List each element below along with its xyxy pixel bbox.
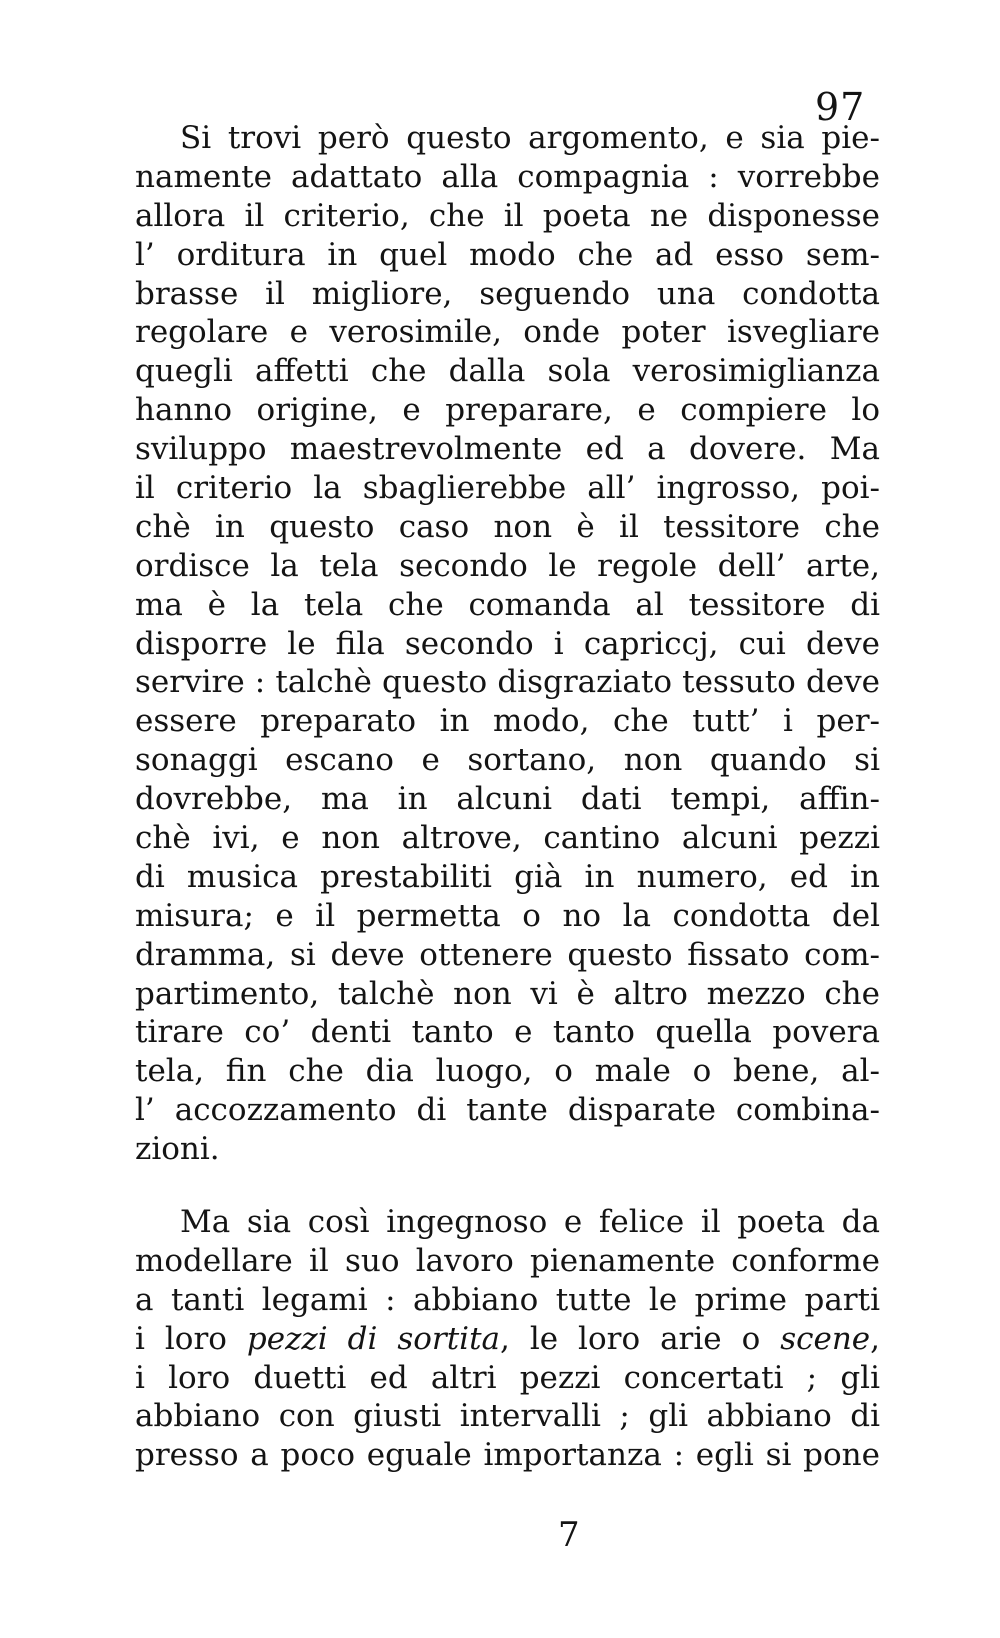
text-line: allora il criterio, che il poeta ne disponesse — [135, 197, 880, 234]
text-line: chè in questo caso non è il tessitore che — [135, 508, 880, 545]
text-line: ma è la tela che comanda al tessitore di — [135, 586, 880, 623]
text-line: Si trovi però questo argomento, e sia pie- — [180, 120, 880, 156]
text-line: disporre le fila secondo i capriccj, cui deve — [135, 625, 880, 662]
italic-term: scene — [780, 1320, 871, 1357]
paragraph-2 — [135, 1203, 880, 1475]
text-line: a tanti legami : abbiano tutte le prime parti — [135, 1281, 880, 1318]
text-line: servire : talchè questo disgraziato tessuto deve — [135, 664, 880, 701]
text-line: modellare il suo lavoro pienamente conforme — [135, 1242, 880, 1279]
text-run: , le loro arie o — [500, 1320, 781, 1357]
text-line: l’ orditura in quel modo che ad esso sem- — [135, 236, 880, 273]
text-line: chè ivi, e non altrove, cantino alcuni pezzi — [135, 820, 880, 857]
text-line: zioni. — [135, 1131, 220, 1168]
text-line: quegli affetti che dalla sola verosimiglianza — [135, 353, 880, 390]
signature-mark: 7 — [558, 1515, 580, 1555]
text-run: , — [870, 1320, 880, 1357]
text-run: i loro — [135, 1320, 247, 1357]
text-line: il criterio la sbaglierebbe all’ ingrosso, poi- — [135, 470, 880, 507]
text-line: i loro duetti ed altri pezzi concertati ; gli — [135, 1359, 880, 1396]
text-line: essere preparato in modo, che tutt’ i per- — [135, 703, 880, 740]
text-line: abbiano con giusti intervalli ; gli abbiano di — [135, 1398, 880, 1435]
text-line: tela, fin che dia luogo, o male o bene, al- — [135, 1053, 880, 1090]
italic-term: pezzi di sortita — [246, 1320, 501, 1357]
text-line: di musica prestabiliti già in numero, ed in — [135, 858, 880, 895]
text-line: hanno origine, e preparare, e compiere lo — [135, 392, 880, 429]
text-line: partimento, talchè non vi è altro mezzo che — [135, 975, 880, 1012]
text-line: brasse il migliore, seguendo una condotta — [135, 275, 880, 312]
paragraph-1 — [135, 119, 880, 1169]
text-line: sviluppo maestrevolmente ed a dovere. Ma — [135, 431, 880, 468]
text-line: tirare co’ denti tanto e tanto quella povera — [135, 1014, 880, 1051]
text-line: l’ accozzamento di tante disparate combina- — [135, 1092, 880, 1129]
text-line: sonaggi escano e sortano, non quando si — [135, 742, 880, 779]
page-number: 97 — [815, 85, 866, 129]
text-line-with-italics — [135, 1320, 880, 1359]
text-line: presso a poco eguale importanza : egli si pone — [135, 1437, 880, 1474]
text-line: Ma sia così ingegnoso e felice il poeta da — [180, 1204, 880, 1240]
text-line: ordisce la tela secondo le regole dell’ arte, — [135, 547, 880, 584]
text-line: namente adattato alla compagnia : vorrebbe — [135, 158, 880, 195]
text-line: misura; e il permetta o no la condotta del — [135, 897, 880, 934]
text-line: dovrebbe, ma in alcuni dati tempi, affin- — [135, 781, 880, 818]
text-line: regolare e verosimile, onde poter isvegliare — [135, 314, 880, 351]
text-line: dramma, si deve ottenere questo fissato com- — [135, 936, 880, 973]
